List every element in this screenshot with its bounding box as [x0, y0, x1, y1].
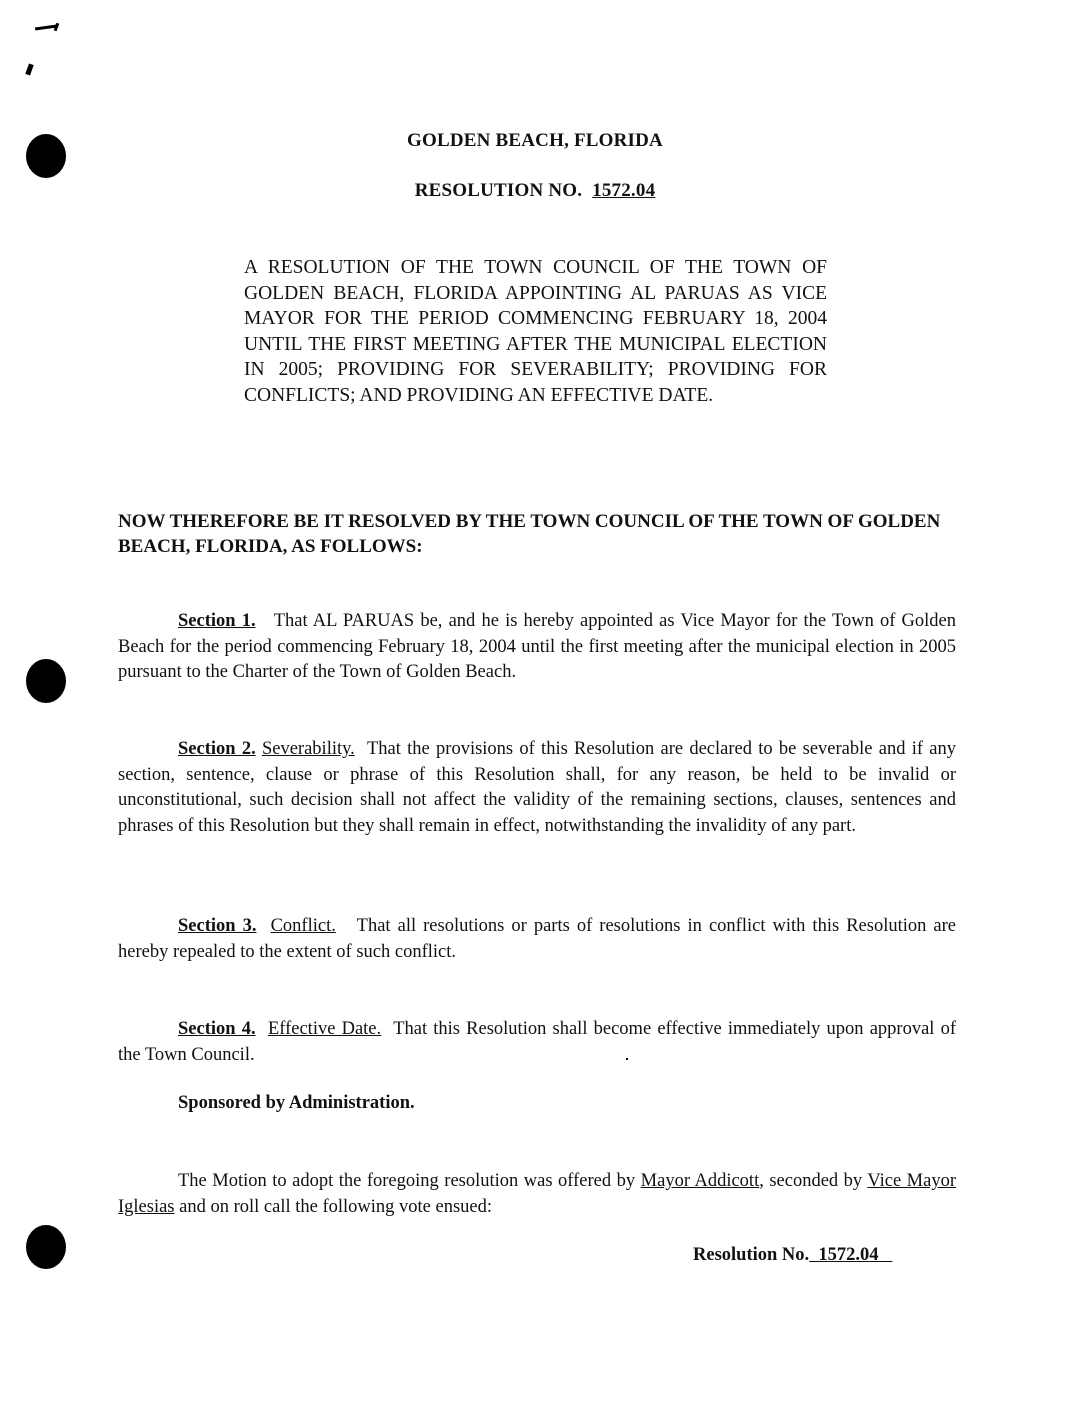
section-3 — [118, 914, 956, 965]
section-text: That this Resolution shall become effective immediately upon approval of the Town Council. — [118, 1019, 957, 1065]
motion-seconded-by: Vice Mayor Iglesias — [118, 1171, 956, 1217]
section-title: Conflict. — [270, 916, 336, 936]
section-text: That AL PARUAS be, and he is hereby appointed as Vice Mayor for the Town of Golden Beach for the period commencing February 18, 2004 until the first meeting after the municipal election in 2005 pursuant to the Charter of the Town of Golden Beach. — [118, 611, 957, 682]
resolution-heading — [0, 180, 1070, 202]
scan-mark — [25, 63, 33, 75]
resolution-number: 1572.04 — [592, 180, 656, 201]
stray-dot — [626, 1058, 628, 1060]
motion-offered-by: Mayor Addicott — [640, 1171, 760, 1191]
resolution-label: RESOLUTION NO. — [414, 180, 583, 201]
motion-prefix: The Motion to adopt the foregoing resolution was offered by — [178, 1171, 636, 1191]
section-1 — [118, 609, 956, 686]
section-label: Section 1. — [178, 611, 256, 631]
motion-paragraph — [118, 1169, 956, 1220]
footer-resolution-number — [809, 1245, 892, 1265]
footer-resolution-label: Resolution No. — [693, 1245, 810, 1265]
resolved-clause: NOW THEREFORE BE IT RESOLVED BY THE TOWN COUNCIL OF THE TOWN OF GOLDEN BEACH, FLORIDA, AS FOLLOWS: — [118, 511, 941, 557]
footer-number-value: 1572.04 — [818, 1245, 879, 1265]
motion-suffix: and on roll call the following vote ensued: — [179, 1196, 493, 1217]
punch-hole — [26, 1225, 66, 1269]
section-label: Section 4. — [178, 1019, 256, 1039]
section-title: Severability. — [261, 739, 355, 759]
punch-hole — [26, 659, 66, 703]
section-label: Section 2. — [178, 739, 256, 759]
sponsor-line: Sponsored by Administration. — [178, 1093, 415, 1113]
motion-middle: , seconded by — [759, 1171, 863, 1191]
section-label: Section 3. — [178, 916, 257, 936]
resolution-synopsis: A RESOLUTION OF THE TOWN COUNCIL OF THE TOWN OF GOLDEN BEACH, FLORIDA APPOINTING AL PARUAS AS VICE MAYOR FOR THE PERIOD COMMENCING FEBRUARY 18, 2004 UNTIL THE FIRST MEETING AFTER THE MUNICIPAL ELECTION IN 2005; PROVIDING FOR SEVERABILITY; PROVIDING FOR CONFLICTS; AND PROVIDING AN EFFECTIVE DATE. — [244, 257, 827, 406]
section-4 — [118, 1017, 956, 1068]
section-text: That the provisions of this Resolution are declared to be severable and if any section, sentence, clause or phrase of this Resolution shall, for any reason, be held to be invalid or unconstitutional, such decision shall not affect the validity of the remaining sections, clauses, sentences and phrases of this Resolution but they shall remain in effect, notwithstanding the invalidity of any part. — [118, 739, 956, 836]
municipality-heading: GOLDEN BEACH, FLORIDA — [407, 130, 663, 151]
section-2 — [118, 737, 956, 839]
section-title: Effective Date. — [267, 1019, 382, 1039]
footer-resolution — [693, 1245, 892, 1266]
section-text: That all resolutions or parts of resolutions in conflict with this Resolution are hereby repealed to the extent of such conflict. — [118, 916, 957, 962]
